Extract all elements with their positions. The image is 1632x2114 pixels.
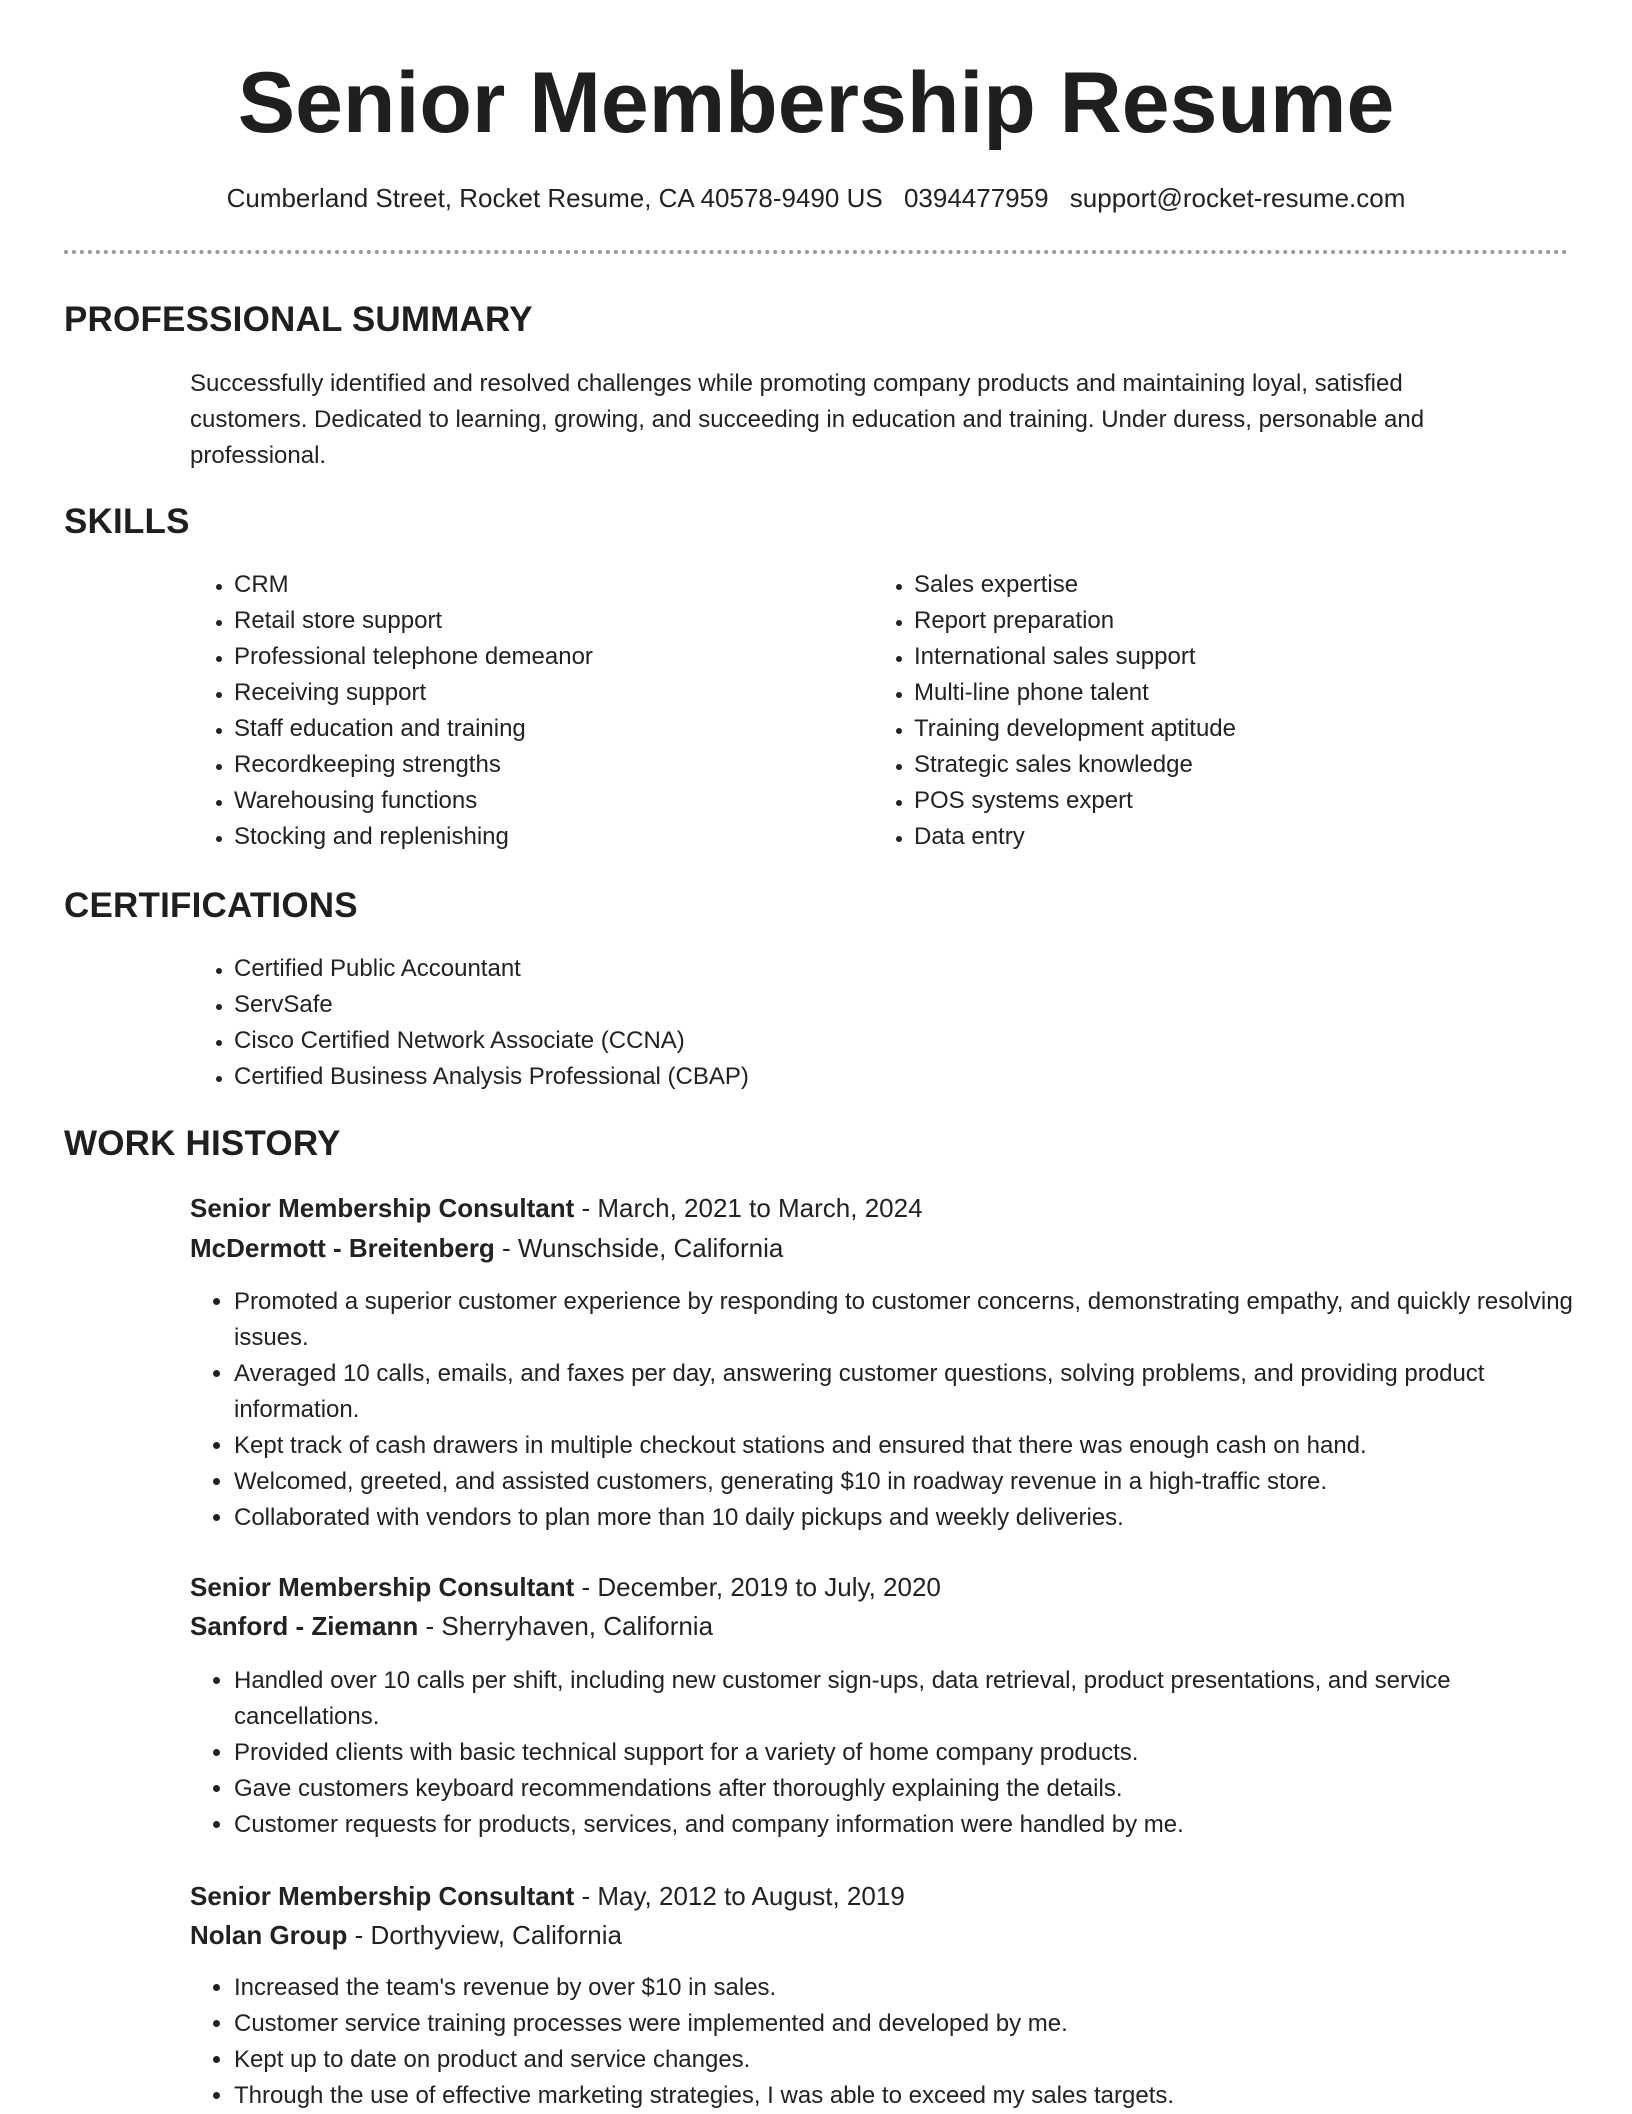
job-dates: - December, 2019 to July, 2020 xyxy=(574,1572,941,1602)
resume-title: Senior Membership Resume xyxy=(237,55,1395,151)
summary-heading: PROFESSIONAL SUMMARY xyxy=(64,300,533,339)
skill-item: • Training development aptitude xyxy=(914,711,1534,747)
certification-item: • Certified Public Accountant xyxy=(234,951,1234,987)
skill-item: • Recordkeeping strengths xyxy=(234,747,854,783)
skills-list-right xyxy=(870,567,1534,855)
job-bullet: • Collaborated with vendors to plan more than 10 daily pickups and weekly deliveries. xyxy=(234,1500,1584,1536)
job-company-line xyxy=(190,1916,622,1954)
job-company: Sanford - Ziemann xyxy=(190,1611,419,1641)
skill-item: • CRM xyxy=(234,567,854,603)
job-bullet: • Kept up to date on product and service changes. xyxy=(234,2042,1584,2078)
skill-item: • Strategic sales knowledge xyxy=(914,747,1534,783)
certification-item: • Certified Business Analysis Professional (CBAP) xyxy=(234,1059,1234,1095)
contact-phone: 0394477959 xyxy=(903,183,1049,213)
job-bullet: • Customer requests for products, services, and company information were handled by me. xyxy=(234,1807,1584,1843)
job-bullets xyxy=(190,1284,1584,1536)
job-title: Senior Membership Consultant xyxy=(190,1881,575,1911)
job-bullet: • Provided clients with basic technical support for a variety of home company products. xyxy=(234,1735,1584,1771)
skill-item: • Professional telephone demeanor xyxy=(234,639,854,675)
skill-item: • Retail store support xyxy=(234,603,854,639)
skill-item: • Stocking and replenishing xyxy=(234,819,854,855)
certifications-list xyxy=(190,951,1234,1095)
job-title-line xyxy=(190,1189,923,1227)
skills-heading: SKILLS xyxy=(64,502,190,541)
skill-item: • Sales expertise xyxy=(914,567,1534,603)
job-company-line xyxy=(190,1607,713,1645)
contact-line xyxy=(0,180,1632,216)
job-bullet: • Averaged 10 calls, emails, and faxes per day, answering customer questions, solving problems, and providing product information. xyxy=(234,1356,1584,1428)
job-bullet: • Through the use of effective marketing strategies, I was able to exceed my sales targets. xyxy=(234,2078,1584,2114)
certification-item: • ServSafe xyxy=(234,987,1234,1023)
certification-item: • Cisco Certified Network Associate (CCNA) xyxy=(234,1023,1234,1059)
certifications-heading: CERTIFICATIONS xyxy=(64,886,358,925)
skill-item: • International sales support xyxy=(914,639,1534,675)
job-bullet: • Promoted a superior customer experience by responding to customer concerns, demonstrating empathy, and quickly resolving issues. xyxy=(234,1284,1584,1356)
skill-item: • Staff education and training xyxy=(234,711,854,747)
job-bullets xyxy=(190,1663,1584,1843)
work-history-heading: WORK HISTORY xyxy=(64,1124,341,1163)
job-bullet: • Kept track of cash drawers in multiple checkout stations and ensured that there was enough cash on hand. xyxy=(234,1428,1584,1464)
job-title: Senior Membership Consultant xyxy=(190,1193,575,1223)
job-location: - Wunschside, California xyxy=(494,1233,784,1263)
job-bullet: • Welcomed, greeted, and assisted customers, generating $10 in roadway revenue in a high-traffic store. xyxy=(234,1464,1584,1500)
skills-list-left xyxy=(190,567,854,855)
job-bullet: • Handled over 10 calls per shift, including new customer sign-ups, data retrieval, product presentations, and service cancellations. xyxy=(234,1663,1584,1735)
job-dates: - May, 2012 to August, 2019 xyxy=(574,1881,905,1911)
job-bullet: • Gave customers keyboard recommendations after thoroughly explaining the details. xyxy=(234,1771,1584,1807)
job-company: Nolan Group xyxy=(190,1920,348,1950)
job-title-line xyxy=(190,1877,905,1915)
contact-email: support@rocket-resume.com xyxy=(1069,183,1406,213)
summary-text: Successfully identified and resolved challenges while promoting company products and maintaining loyal, satisfied customers. Dedicated to learning, growing, and succeeding in education and training. Under duress, personable and professional. xyxy=(190,370,1425,469)
skill-item: • Receiving support xyxy=(234,675,854,711)
job-bullet: • Increased the team's revenue by over $10 in sales. xyxy=(234,1970,1584,2006)
skill-item: • Warehousing functions xyxy=(234,783,854,819)
job-location: - Dorthyview, California xyxy=(347,1920,622,1950)
job-company-line xyxy=(190,1229,783,1267)
skill-item: • Data entry xyxy=(914,819,1534,855)
job-title-line xyxy=(190,1568,941,1606)
job-location: - Sherryhaven, California xyxy=(418,1611,714,1641)
job-title: Senior Membership Consultant xyxy=(190,1572,575,1602)
skill-item: • Report preparation xyxy=(914,603,1534,639)
job-bullets xyxy=(190,1970,1584,2114)
header-divider xyxy=(64,250,1568,254)
skill-item: • POS systems expert xyxy=(914,783,1534,819)
job-bullet: • Customer service training processes were implemented and developed by me. xyxy=(234,2006,1584,2042)
job-company: McDermott - Breitenberg xyxy=(190,1233,495,1263)
contact-address: Cumberland Street, Rocket Resume, CA 40578-9490 US xyxy=(226,183,883,213)
job-dates: - March, 2021 to March, 2024 xyxy=(574,1193,923,1223)
skill-item: • Multi-line phone talent xyxy=(914,675,1534,711)
